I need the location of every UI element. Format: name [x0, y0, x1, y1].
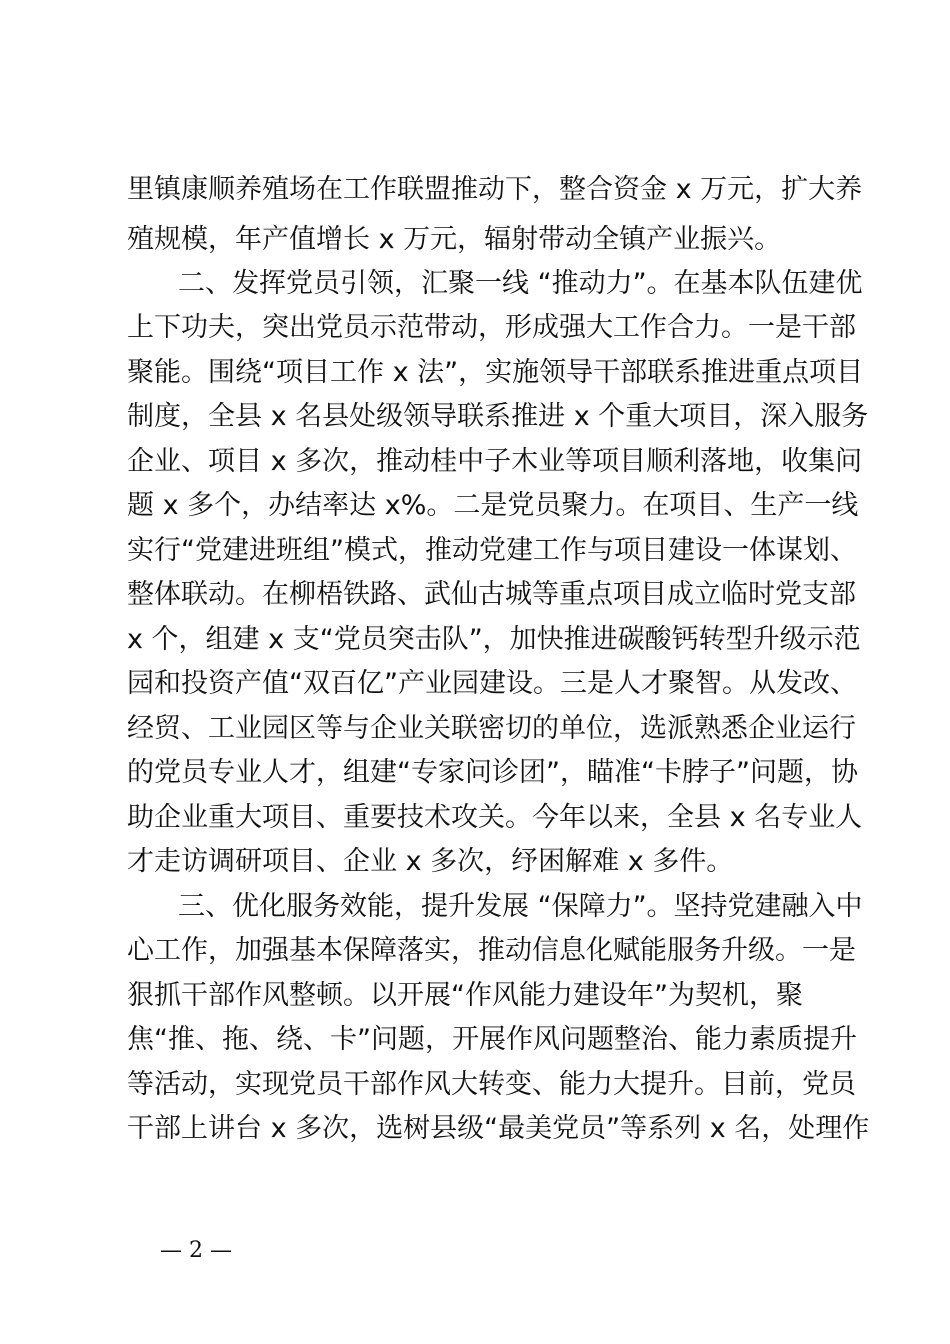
- text-line: 题 x 多个，办结率达 x%。二是党员聚力。在项目、生产一线: [127, 490, 859, 521]
- paragraph-heading-3: 三、优化服务效能，提升发展 “保障力”。坚持党建融入中: [178, 891, 863, 922]
- text-line: 的党员专业人才，组建“专家问诊团”，瞄准“卡脖子”问题，协: [127, 757, 858, 788]
- text-line: 企业、项目 x 多次，推动桂中子木业等项目顺利落地，收集问: [127, 446, 863, 477]
- text-line: 经贸、工业园区等与企业关联密切的单位，选派熟悉企业运行: [127, 713, 856, 744]
- text-line: 整体联动。在柳梧铁路、武仙古城等重点项目成立临时党支部: [127, 579, 856, 610]
- paragraph-heading-2: 二、发挥党员引领，汇聚一线 “推动力”。在基本队伍建优: [178, 268, 863, 299]
- text-line: 园和投资产值“双百亿”产业园建设。三是人才聚智。从发改、: [127, 668, 857, 699]
- text-line: x 个，组建 x 支“党员突击队”，加快推进碳酸钙转型升级示范: [127, 624, 861, 655]
- text-line: 殖规模，年产值增长 x 万元，辐射带动全镇产业振兴。: [127, 224, 782, 255]
- text-line: 聚能。围绕“项目工作 x 法”，实施领导干部联系推进重点项目: [127, 357, 864, 388]
- text-line: 等活动，实现党员干部作风大转变、能力大提升。目前，党员: [127, 1069, 856, 1100]
- text-line: 干部上讲台 x 多次，选树县级“最美党员”等系列 x 名，处理作: [127, 1113, 870, 1144]
- text-line: 心工作，加强基本保障落实，推动信息化赋能服务升级。一是: [127, 935, 856, 966]
- text-line: 实行“党建进班组”模式，推动党建工作与项目建设一体谋划、: [127, 535, 857, 566]
- text-line: 里镇康顺养殖场在工作联盟推动下，整合资金 x 万元，扩大养: [127, 174, 863, 205]
- text-line: 狠抓干部作风整顿。以开展“作风能力建设年”为契机，聚: [127, 980, 803, 1011]
- text-line: 助企业重大项目、重要技术攻关。今年以来，全县 x 名专业人: [127, 802, 863, 833]
- text-line: 焦“推、拖、绕、卡”问题，开展作风问题整治、能力素质提升: [127, 1024, 857, 1055]
- text-line: 上下功夫，突出党员示范带动，形成强大工作合力。一是干部: [127, 312, 856, 343]
- text-line: 制度，全县 x 名县处级领导联系推进 x 个重大项目，深入服务: [127, 401, 869, 432]
- page-number: — 2 —: [160, 1238, 232, 1263]
- text-line: 才走访调研项目、企业 x 多次，纾困解难 x 多件。: [127, 846, 734, 877]
